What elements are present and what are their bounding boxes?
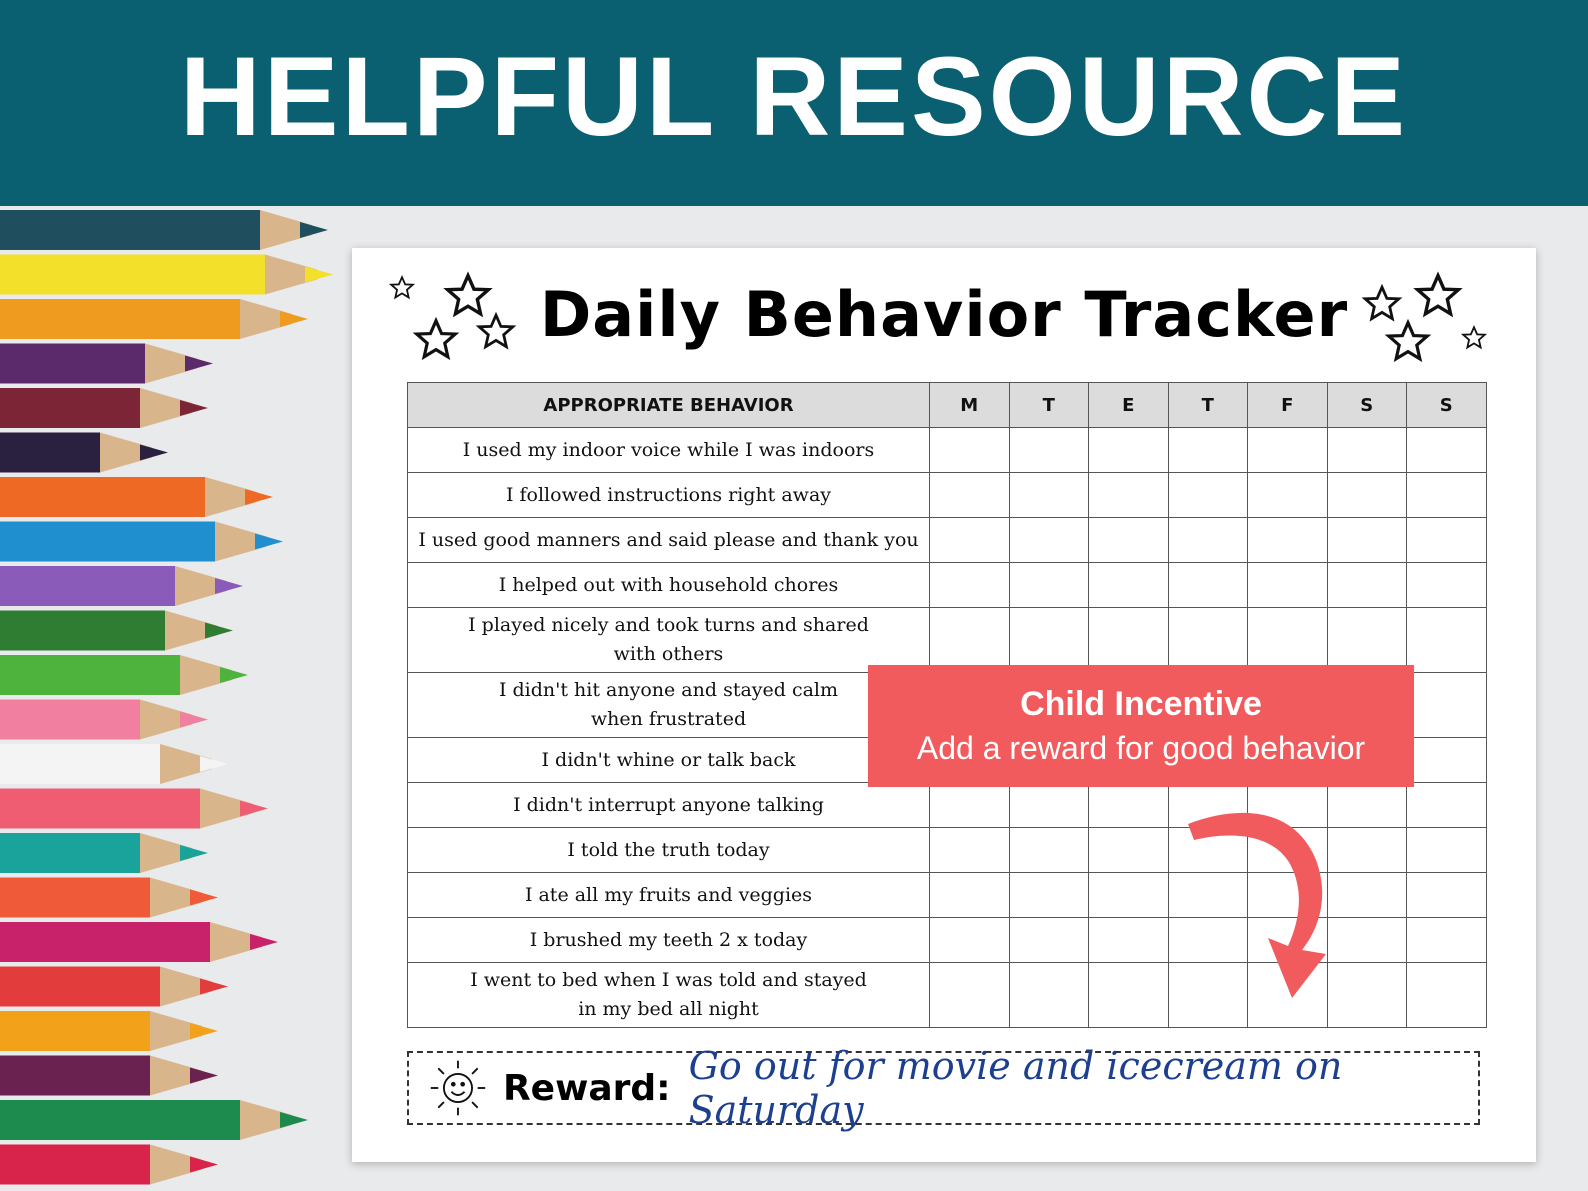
- behavior-text: I followed instructions right away: [505, 483, 832, 506]
- day-checkbox-cell[interactable]: [1168, 473, 1248, 518]
- pencil: [0, 388, 208, 428]
- day-checkbox-cell[interactable]: [930, 873, 1010, 918]
- table-row: [408, 518, 1487, 563]
- behavior-cell: [408, 783, 930, 828]
- day-checkbox-cell[interactable]: [1327, 518, 1407, 563]
- day-checkbox-cell[interactable]: [1089, 608, 1169, 673]
- day-checkbox-cell[interactable]: [930, 428, 1010, 473]
- header-day: T: [1168, 383, 1248, 428]
- pencil: [0, 744, 228, 784]
- day-checkbox-cell[interactable]: [1407, 783, 1487, 828]
- day-checkbox-cell[interactable]: [1009, 518, 1089, 563]
- day-checkbox-cell[interactable]: [1089, 783, 1169, 828]
- behavior-cell: [408, 563, 930, 608]
- day-checkbox-cell[interactable]: [1327, 428, 1407, 473]
- day-checkbox-cell[interactable]: [1248, 563, 1328, 608]
- day-checkbox-cell[interactable]: [1248, 518, 1328, 563]
- day-checkbox-cell[interactable]: [1407, 428, 1487, 473]
- day-checkbox-cell[interactable]: [930, 518, 1010, 563]
- behavior-text: I told the truth today: [567, 838, 770, 861]
- behavior-cell: [408, 608, 930, 673]
- day-checkbox-cell[interactable]: [1407, 518, 1487, 563]
- day-checkbox-cell[interactable]: [1089, 828, 1169, 873]
- header-day: S: [1407, 383, 1487, 428]
- tracker-title: Daily Behavior Tracker: [539, 278, 1349, 351]
- banner-title: HELPFUL RESOURCE: [179, 33, 1409, 159]
- day-checkbox-cell[interactable]: [930, 473, 1010, 518]
- day-checkbox-cell[interactable]: [1407, 673, 1487, 738]
- reward-text: Go out for movie and icecream on Saturday: [688, 1044, 1343, 1132]
- pencil: [0, 789, 268, 829]
- table-row: [408, 473, 1487, 518]
- callout-title: Child Incentive: [1020, 685, 1262, 723]
- day-checkbox-cell[interactable]: [1089, 428, 1169, 473]
- day-checkbox-cell[interactable]: [1248, 428, 1328, 473]
- behavior-text: I ate all my fruits and veggies: [524, 883, 813, 906]
- day-checkbox-cell[interactable]: [1407, 738, 1487, 783]
- day-checkbox-cell[interactable]: [930, 963, 1010, 1028]
- reward-label: Reward:: [502, 1067, 671, 1109]
- pencil: [0, 344, 213, 384]
- day-checkbox-cell[interactable]: [1089, 963, 1169, 1028]
- behavior-cell: [408, 873, 930, 918]
- header-banner: [0, 0, 1588, 206]
- pencil: [0, 1056, 218, 1096]
- table-header-row: [408, 383, 1487, 428]
- header-behavior: APPROPRIATE BEHAVIOR: [408, 383, 930, 428]
- day-checkbox-cell[interactable]: [1248, 608, 1328, 673]
- day-checkbox-cell[interactable]: [1089, 473, 1169, 518]
- table-row: [408, 428, 1487, 473]
- behavior-cell: [408, 738, 930, 783]
- day-checkbox-cell[interactable]: [1168, 608, 1248, 673]
- behavior-text: when frustrated: [590, 708, 747, 730]
- day-checkbox-cell[interactable]: [1168, 518, 1248, 563]
- reward-box: [407, 1044, 1480, 1132]
- behavior-text: I brushed my teeth 2 x today: [529, 928, 808, 951]
- behavior-text: I played nicely and took turns and shared: [468, 614, 869, 636]
- behavior-text: I helped out with household chores: [498, 573, 839, 596]
- behavior-cell: [408, 918, 930, 963]
- day-checkbox-cell[interactable]: [930, 918, 1010, 963]
- behavior-cell: [408, 963, 930, 1028]
- day-checkbox-cell[interactable]: [1009, 918, 1089, 963]
- behavior-text: I didn't whine or talk back: [541, 748, 796, 771]
- day-checkbox-cell[interactable]: [1407, 963, 1487, 1028]
- pencil: [0, 833, 208, 873]
- child-incentive-callout: [868, 665, 1414, 787]
- header-day: E: [1089, 383, 1169, 428]
- day-checkbox-cell[interactable]: [1009, 828, 1089, 873]
- day-checkbox-cell[interactable]: [1009, 783, 1089, 828]
- behavior-text: I used good manners and said please and thank you: [418, 528, 919, 551]
- day-checkbox-cell[interactable]: [1407, 608, 1487, 673]
- pencil: [0, 967, 228, 1007]
- day-checkbox-cell[interactable]: [1009, 963, 1089, 1028]
- pencil: [0, 700, 208, 740]
- pencil: [0, 611, 233, 651]
- day-checkbox-cell[interactable]: [1089, 873, 1169, 918]
- curved-arrow-icon: [1180, 800, 1360, 1015]
- day-checkbox-cell[interactable]: [1009, 473, 1089, 518]
- behavior-text: with others: [613, 643, 724, 665]
- pencil: [0, 655, 248, 695]
- behavior-text: I went to bed when I was told and stayed: [470, 969, 867, 991]
- day-checkbox-cell[interactable]: [1407, 828, 1487, 873]
- day-checkbox-cell[interactable]: [930, 563, 1010, 608]
- day-checkbox-cell[interactable]: [930, 608, 1010, 673]
- header-day: S: [1327, 383, 1407, 428]
- pencil: [0, 878, 218, 918]
- table-row: [408, 608, 1487, 673]
- day-checkbox-cell[interactable]: [1248, 473, 1328, 518]
- pencil: [0, 1145, 218, 1185]
- day-checkbox-cell[interactable]: [1168, 428, 1248, 473]
- day-checkbox-cell[interactable]: [1009, 428, 1089, 473]
- pencil: [0, 1100, 308, 1140]
- pencil: [0, 210, 328, 250]
- day-checkbox-cell[interactable]: [1407, 918, 1487, 963]
- day-checkbox-cell[interactable]: [1089, 918, 1169, 963]
- behavior-cell: [408, 473, 930, 518]
- behavior-text: I didn't interrupt anyone talking: [513, 793, 824, 816]
- day-checkbox-cell[interactable]: [1009, 873, 1089, 918]
- behavior-cell: [408, 673, 930, 738]
- day-checkbox-cell[interactable]: [1407, 873, 1487, 918]
- table-row: [408, 563, 1487, 608]
- day-checkbox-cell[interactable]: [1327, 608, 1407, 673]
- behavior-cell: [408, 518, 930, 563]
- day-checkbox-cell[interactable]: [1009, 608, 1089, 673]
- day-checkbox-cell[interactable]: [1327, 563, 1407, 608]
- header-day: T: [1009, 383, 1089, 428]
- pencil: [0, 433, 168, 473]
- day-checkbox-cell[interactable]: [1327, 473, 1407, 518]
- day-checkbox-cell[interactable]: [1168, 563, 1248, 608]
- pencil: [0, 922, 278, 962]
- day-checkbox-cell[interactable]: [930, 783, 1010, 828]
- pencil: [0, 255, 333, 295]
- behavior-cell: [408, 428, 930, 473]
- colored-pencils-image: [0, 206, 340, 1191]
- pencil: [0, 477, 273, 517]
- header-day: M: [930, 383, 1010, 428]
- behavior-text: in my bed all night: [578, 998, 759, 1020]
- callout-subtitle: Add a reward for good behavior: [916, 730, 1366, 766]
- behavior-cell: [408, 828, 930, 873]
- day-checkbox-cell[interactable]: [1009, 563, 1089, 608]
- smiling-sun-icon: [427, 1055, 489, 1121]
- pencil: [0, 566, 243, 606]
- day-checkbox-cell[interactable]: [930, 828, 1010, 873]
- pencil: [0, 299, 308, 339]
- behavior-text: I didn't hit anyone and stayed calm: [498, 679, 839, 701]
- pencil: [0, 522, 283, 562]
- behavior-text: I used my indoor voice while I was indoors: [462, 438, 875, 461]
- day-checkbox-cell[interactable]: [1089, 518, 1169, 563]
- day-checkbox-cell[interactable]: [1089, 563, 1169, 608]
- day-checkbox-cell[interactable]: [1407, 473, 1487, 518]
- pencil: [0, 1011, 218, 1051]
- day-checkbox-cell[interactable]: [1407, 563, 1487, 608]
- header-day: F: [1248, 383, 1328, 428]
